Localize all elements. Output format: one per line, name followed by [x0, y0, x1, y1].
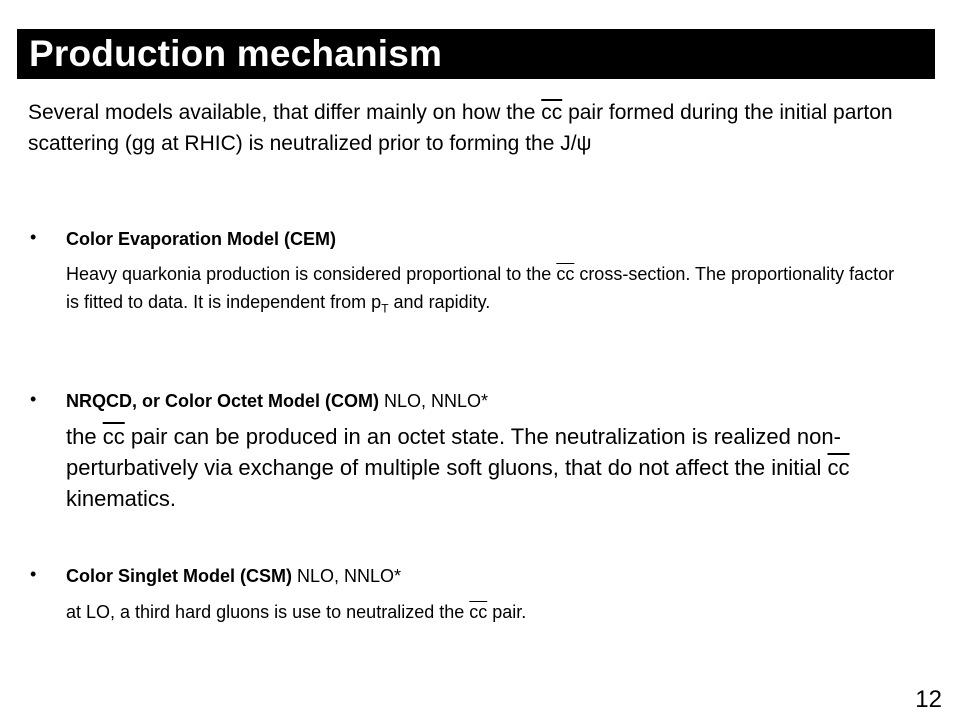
com-body-1: the — [66, 424, 103, 449]
bullet-dot: • — [30, 389, 37, 409]
csm-body-2: pair. — [487, 602, 527, 622]
bullet-cem-body — [66, 260, 906, 323]
csm-cc-bar: $\overline{cc}$ — [469, 602, 488, 622]
cem-body-2: cross-section. The proportionality factor is fitted to data. It is independent from p — [66, 264, 895, 312]
com-body-3: kinematics. — [66, 486, 177, 511]
bullet-cem-heading — [66, 227, 336, 251]
intro-text-2: pair formed during the initial parton scattering (gg at RHIC) is neutralized prior to forming the J/ψ — [28, 101, 893, 155]
bullet-csm-body — [66, 598, 906, 626]
title-bar — [17, 29, 935, 79]
cem-body-1: Heavy quarkonia production is considered proportional to the — [66, 264, 557, 284]
intro-cc-bar: $\overline{cc}$ — [541, 101, 563, 124]
csm-heading-bold: Color Singlet Model (CSM) — [66, 566, 292, 586]
intro-paragraph — [28, 97, 908, 159]
page-number: 12 — [915, 686, 942, 713]
cem-heading-bold: Color Evaporation Model (CEM) — [66, 229, 336, 249]
com-cc-bar: $\overline{cc}$ — [102, 424, 125, 449]
com-body-2: pair can be produced in an octet state. The neutralization is realized non-perturbatively via exchange of multiple soft gluons, that do not affect the initial — [66, 424, 841, 480]
bullet-dot: • — [30, 564, 37, 584]
bullet-csm-heading — [66, 564, 401, 588]
slide-title: Production mechanism — [29, 33, 443, 74]
com-cc-bar-2: $\overline{cc}$ — [827, 455, 850, 480]
com-heading-normal: NLO, NNLO* — [379, 391, 489, 411]
bullet-com-body — [66, 421, 906, 514]
cem-cc-bar: $\overline{cc}$ — [556, 264, 575, 284]
intro-text-1: Several models available, that differ mainly on how the — [28, 101, 542, 124]
cem-subscript-t: T — [381, 301, 389, 316]
csm-body-1: at LO, a third hard gluons is use to neutralized the — [66, 602, 470, 622]
bullet-dot: • — [30, 227, 37, 247]
csm-heading-normal: NLO, NNLO* — [291, 566, 402, 586]
com-heading-bold: NRQCD, or Color Octet Model (COM) — [66, 391, 379, 411]
bullet-com-heading — [66, 389, 488, 413]
cem-body-3: and rapidity. — [388, 292, 491, 312]
